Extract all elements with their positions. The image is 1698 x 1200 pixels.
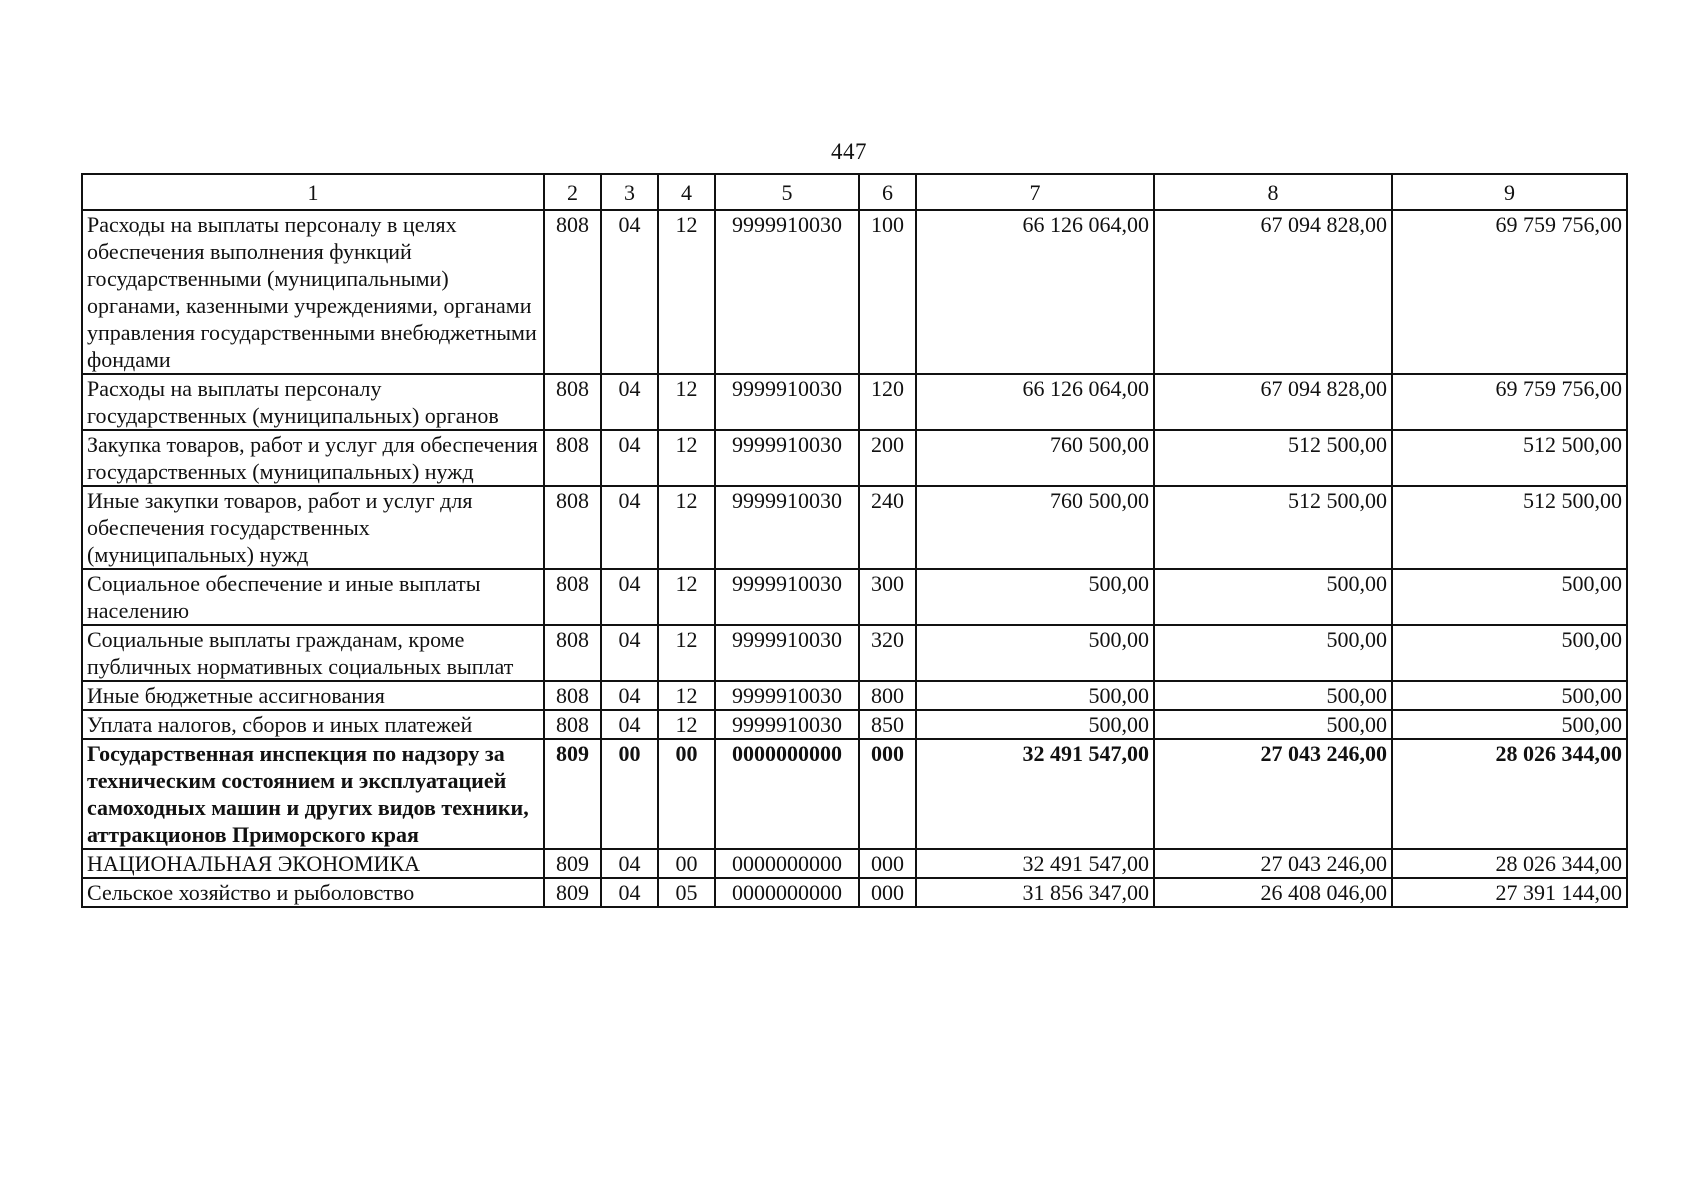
amount-col7-cell: 32 491 547,00 — [916, 849, 1154, 878]
amount-col9-cell: 28 026 344,00 — [1392, 849, 1627, 878]
subsection-code-cell: 12 — [658, 430, 715, 486]
header-row — [82, 174, 1627, 210]
amount-col8-cell: 67 094 828,00 — [1154, 374, 1392, 430]
amount-col9-cell: 27 391 144,00 — [1392, 878, 1627, 907]
section-code-cell: 04 — [601, 569, 658, 625]
amount-col9-cell: 69 759 756,00 — [1392, 374, 1627, 430]
header-cell: 1 — [82, 174, 544, 210]
amount-col9-cell: 500,00 — [1392, 569, 1627, 625]
row-name-cell: Сельское хозяйство и рыболовство — [82, 878, 544, 907]
subsection-code-cell: 12 — [658, 374, 715, 430]
expense-type-cell: 300 — [859, 569, 916, 625]
section-code-cell: 04 — [601, 374, 658, 430]
header-cell: 3 — [601, 174, 658, 210]
section-code-cell: 04 — [601, 849, 658, 878]
admin-code-cell: 808 — [544, 569, 601, 625]
amount-col7-cell: 500,00 — [916, 625, 1154, 681]
expense-type-cell: 320 — [859, 625, 916, 681]
amount-col9-cell: 69 759 756,00 — [1392, 210, 1627, 374]
target-article-cell: 9999910030 — [715, 430, 859, 486]
admin-code-cell: 808 — [544, 681, 601, 710]
amount-col7-cell: 66 126 064,00 — [916, 210, 1154, 374]
table-row — [82, 374, 1627, 430]
admin-code-cell: 809 — [544, 849, 601, 878]
page-number: 447 — [831, 139, 867, 164]
subsection-code-cell: 05 — [658, 878, 715, 907]
admin-code-cell: 809 — [544, 739, 601, 849]
table-row — [82, 681, 1627, 710]
amount-col7-cell: 760 500,00 — [916, 486, 1154, 569]
amount-col8-cell: 27 043 246,00 — [1154, 739, 1392, 849]
subsection-code-cell: 12 — [658, 625, 715, 681]
row-name-cell: Уплата налогов, сборов и иных платежей — [82, 710, 544, 739]
expense-type-cell: 850 — [859, 710, 916, 739]
amount-col8-cell: 500,00 — [1154, 569, 1392, 625]
subsection-code-cell: 12 — [658, 710, 715, 739]
table-row — [82, 486, 1627, 569]
row-name-cell: Закупка товаров, работ и услуг для обеспечения государственных (муниципальных) нужд — [82, 430, 544, 486]
row-name-cell: Расходы на выплаты персоналу государственных (муниципальных) органов — [82, 374, 544, 430]
section-code-cell: 04 — [601, 878, 658, 907]
subsection-code-cell: 00 — [658, 739, 715, 849]
table-row — [82, 430, 1627, 486]
subsection-code-cell: 12 — [658, 681, 715, 710]
amount-col9-cell: 500,00 — [1392, 710, 1627, 739]
expense-type-cell: 000 — [859, 878, 916, 907]
section-code-cell: 04 — [601, 710, 658, 739]
row-name-cell: Социальные выплаты гражданам, кроме публичных нормативных социальных выплат — [82, 625, 544, 681]
amount-col8-cell: 27 043 246,00 — [1154, 849, 1392, 878]
admin-code-cell: 808 — [544, 486, 601, 569]
table-row — [82, 849, 1627, 878]
amount-col7-cell: 31 856 347,00 — [916, 878, 1154, 907]
expense-type-cell: 100 — [859, 210, 916, 374]
section-code-cell: 04 — [601, 210, 658, 374]
target-article-cell: 0000000000 — [715, 739, 859, 849]
section-code-cell: 04 — [601, 625, 658, 681]
header-cell: 6 — [859, 174, 916, 210]
amount-col7-cell: 500,00 — [916, 569, 1154, 625]
admin-code-cell: 808 — [544, 710, 601, 739]
target-article-cell: 9999910030 — [715, 210, 859, 374]
target-article-cell: 9999910030 — [715, 486, 859, 569]
header-cell: 8 — [1154, 174, 1392, 210]
expense-type-cell: 240 — [859, 486, 916, 569]
amount-col7-cell: 66 126 064,00 — [916, 374, 1154, 430]
target-article-cell: 0000000000 — [715, 878, 859, 907]
amount-col7-cell: 32 491 547,00 — [916, 739, 1154, 849]
table-row — [82, 710, 1627, 739]
expense-type-cell: 800 — [859, 681, 916, 710]
row-name-cell: Социальное обеспечение и иные выплаты населению — [82, 569, 544, 625]
section-code-cell: 04 — [601, 681, 658, 710]
admin-code-cell: 809 — [544, 878, 601, 907]
section-code-cell: 04 — [601, 486, 658, 569]
amount-col7-cell: 500,00 — [916, 710, 1154, 739]
amount-col8-cell: 512 500,00 — [1154, 430, 1392, 486]
amount-col8-cell: 67 094 828,00 — [1154, 210, 1392, 374]
section-code-cell: 00 — [601, 739, 658, 849]
header-cell: 9 — [1392, 174, 1627, 210]
amount-col9-cell: 512 500,00 — [1392, 430, 1627, 486]
header-cell: 2 — [544, 174, 601, 210]
amount-col9-cell: 500,00 — [1392, 625, 1627, 681]
amount-col8-cell: 512 500,00 — [1154, 486, 1392, 569]
admin-code-cell: 808 — [544, 210, 601, 374]
table-body — [82, 210, 1627, 907]
header-cell: 5 — [715, 174, 859, 210]
admin-code-cell: 808 — [544, 625, 601, 681]
admin-code-cell: 808 — [544, 374, 601, 430]
admin-code-cell: 808 — [544, 430, 601, 486]
target-article-cell: 9999910030 — [715, 710, 859, 739]
table-row — [82, 210, 1627, 374]
target-article-cell: 9999910030 — [715, 569, 859, 625]
table-row — [82, 739, 1627, 849]
target-article-cell: 0000000000 — [715, 849, 859, 878]
target-article-cell: 9999910030 — [715, 374, 859, 430]
budget-table — [81, 173, 1628, 908]
expense-type-cell: 200 — [859, 430, 916, 486]
expense-type-cell: 120 — [859, 374, 916, 430]
amount-col9-cell: 500,00 — [1392, 681, 1627, 710]
subsection-code-cell: 00 — [658, 849, 715, 878]
amount-col8-cell: 26 408 046,00 — [1154, 878, 1392, 907]
section-code-cell: 04 — [601, 430, 658, 486]
amount-col8-cell: 500,00 — [1154, 710, 1392, 739]
subsection-code-cell: 12 — [658, 486, 715, 569]
row-name-cell: НАЦИОНАЛЬНАЯ ЭКОНОМИКА — [82, 849, 544, 878]
table-row — [82, 625, 1627, 681]
expense-type-cell: 000 — [859, 739, 916, 849]
table-row — [82, 569, 1627, 625]
amount-col8-cell: 500,00 — [1154, 625, 1392, 681]
target-article-cell: 9999910030 — [715, 681, 859, 710]
amount-col8-cell: 500,00 — [1154, 681, 1392, 710]
subsection-code-cell: 12 — [658, 210, 715, 374]
amount-col7-cell: 500,00 — [916, 681, 1154, 710]
table-row — [82, 878, 1627, 907]
row-name-cell: Расходы на выплаты персоналу в целях обеспечения выполнения функций государственными (муниципальными) органами, казенными учреждениями, органами управления государственными внебюджетными фондами — [82, 210, 544, 374]
amount-col9-cell: 512 500,00 — [1392, 486, 1627, 569]
header-cell: 7 — [916, 174, 1154, 210]
target-article-cell: 9999910030 — [715, 625, 859, 681]
header-cell: 4 — [658, 174, 715, 210]
row-name-cell: Иные бюджетные ассигнования — [82, 681, 544, 710]
amount-col7-cell: 760 500,00 — [916, 430, 1154, 486]
row-name-cell: Иные закупки товаров, работ и услуг для обеспечения государственных (муниципальных) нужд — [82, 486, 544, 569]
amount-col9-cell: 28 026 344,00 — [1392, 739, 1627, 849]
expense-type-cell: 000 — [859, 849, 916, 878]
row-name-cell: Государственная инспекция по надзору за техническим состоянием и эксплуатацией самоходных машин и других видов техники, аттракционов Приморского края — [82, 739, 544, 849]
subsection-code-cell: 12 — [658, 569, 715, 625]
